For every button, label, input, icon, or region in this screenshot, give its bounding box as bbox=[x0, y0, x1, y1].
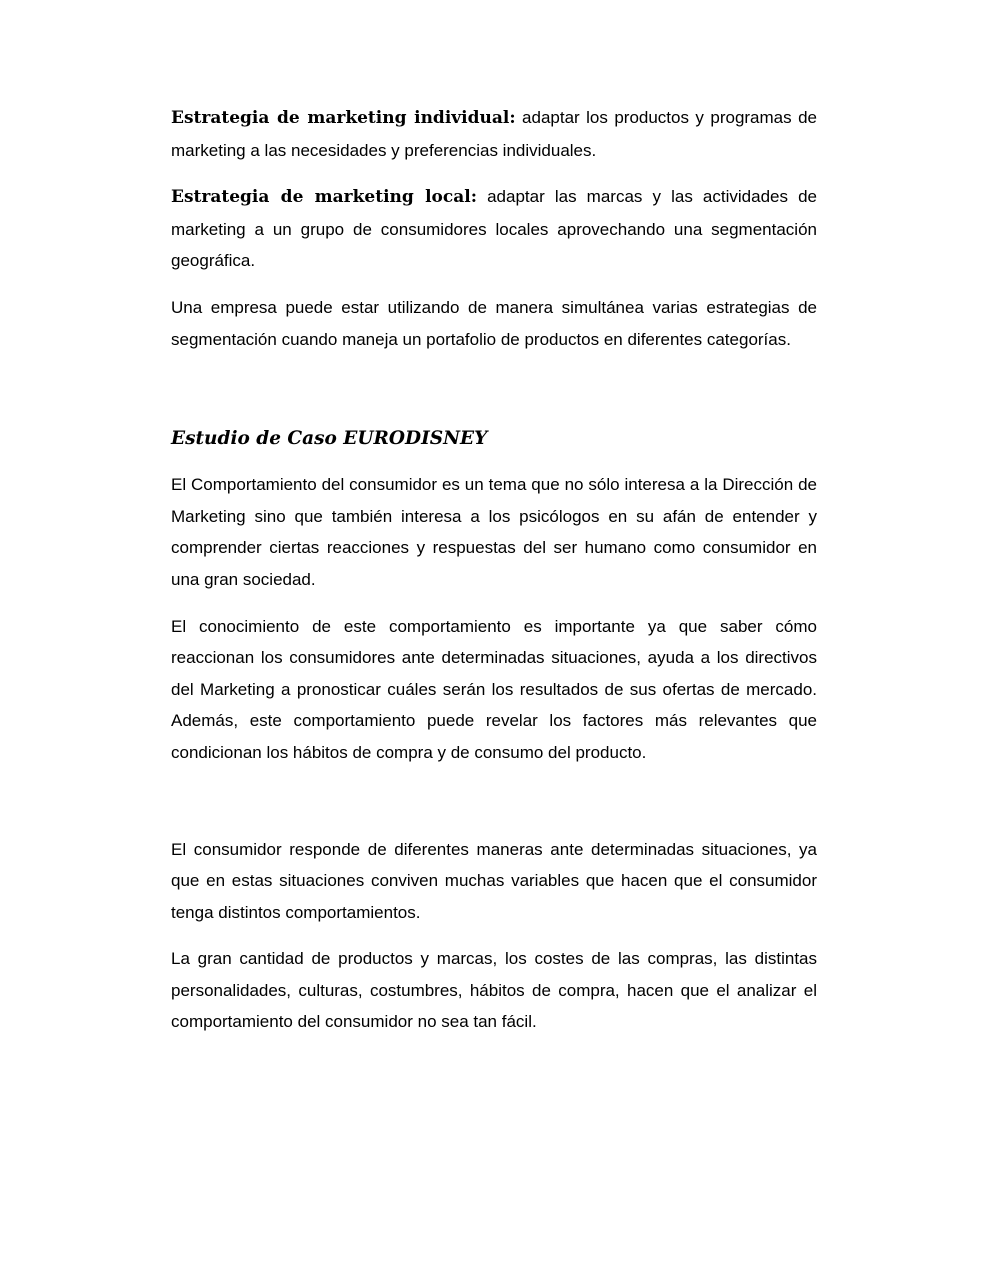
case-study-heading: Estudio de Caso EURODISNEY bbox=[171, 428, 488, 450]
page-content bbox=[171, 102, 817, 1038]
case-study-paragraph-3: El consumidor responde de diferentes maneras ante determinadas situaciones, ya que en estas situaciones conviven muchas variables que hacen que el consumidor tenga distintos comportamientos. bbox=[171, 839, 817, 922]
case-study-paragraph-2: El conocimiento de este comportamiento es importante ya que saber cómo reaccionan los consumidores ante determinadas situaciones, ayuda a los directivos del Marketing a pronosticar cuáles serán los resultados de sus ofertas de mercado. Además, este comportamiento puede revelar los factores más relevantes que condicionan los hábitos de compra y de consumo del producto. bbox=[171, 616, 817, 762]
case-study-paragraph-1: El Comportamiento del consumidor es un tema que no sólo interesa a la Dirección de Marketing sino que también interesa a los psicólogos en su afán de entender y comprender ciertas reacciones y respuestas del ser humano como consumidor en una gran sociedad. bbox=[171, 475, 817, 589]
definition-marketing-local: adaptar las marcas y las actividades de marketing a un grupo de consumidores locales aprovechando una segmentación geográfica. bbox=[171, 187, 817, 271]
term-marketing-local: Estrategia de marketing local: bbox=[171, 187, 477, 208]
paragraph-marketing-local bbox=[171, 181, 817, 277]
term-marketing-individual: Estrategia de marketing individual: bbox=[171, 108, 516, 128]
definition-marketing-individual: adaptar los productos y programas de marketing a las necesidades y preferencias individuales. bbox=[171, 108, 817, 160]
case-study-paragraph-4: La gran cantidad de productos y marcas, los costes de las compras, las distintas personalidades, culturas, costumbres, hábitos de compra, hacen que el analizar el comportamiento del consumidor no sea tan fácil. bbox=[171, 949, 817, 1032]
paragraph-multiple-strategies: Una empresa puede estar utilizando de manera simultánea varias estrategias de segmentación cuando maneja un portafolio de productos en diferentes categorías. bbox=[171, 297, 817, 349]
paragraph-marketing-individual bbox=[171, 102, 817, 166]
